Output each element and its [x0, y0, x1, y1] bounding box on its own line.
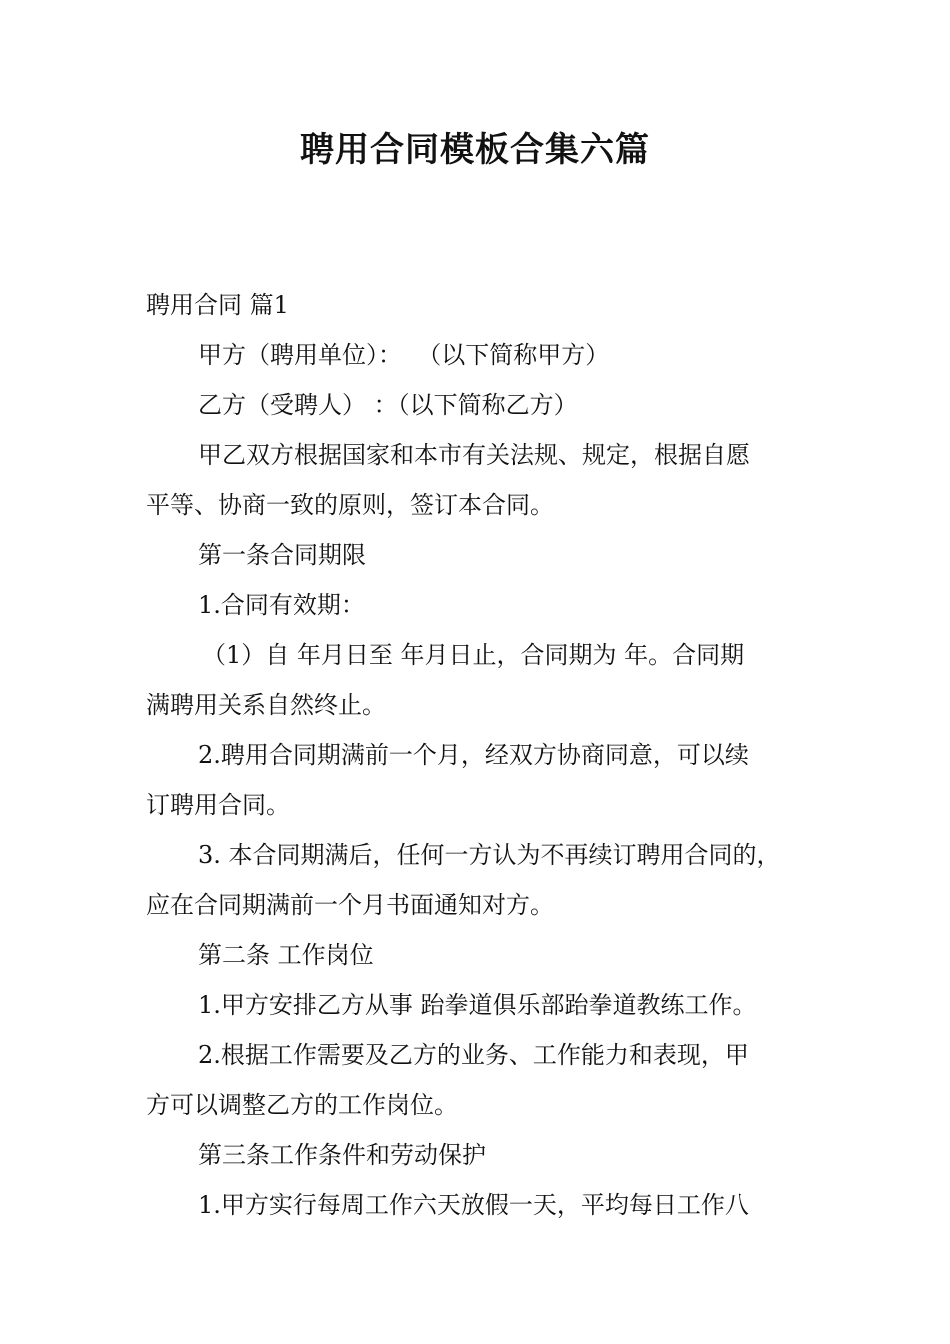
- clause-line: （1）自 年月日至 年月日止，合同期为 年。合同期: [202, 641, 745, 669]
- clause-line: 3. 本合同期满后，任何一方认为不再续订聘用合同的，: [198, 841, 781, 869]
- clause-line: 1.甲方实行每周工作六天放假一天，平均每日工作八: [198, 1191, 749, 1219]
- clause-line: 2.根据工作需要及乙方的业务、工作能力和表现，甲: [198, 1041, 749, 1069]
- clause-line: 1.甲方安排乙方从事 跆拳道俱乐部跆拳道教练工作。: [198, 991, 757, 1019]
- article-heading: 第三条工作条件和劳动保护: [198, 1141, 486, 1169]
- clause-line: 应在合同期满前一个月书面通知对方。: [146, 891, 554, 919]
- clause-line: 1.合同有效期：: [198, 591, 365, 619]
- paragraph-line: 平等、协商一致的原则，签订本合同。: [146, 491, 554, 519]
- clause-line: 方可以调整乙方的工作岗位。: [146, 1091, 458, 1119]
- clause-line: 订聘用合同。: [146, 791, 290, 819]
- clause-line: 2.聘用合同期满前一个月，经双方协商同意，可以续: [198, 741, 749, 769]
- clause-line: 满聘用关系自然终止。: [146, 691, 386, 719]
- paragraph-line: 甲乙双方根据国家和本市有关法规、规定，根据自愿: [198, 441, 750, 469]
- document-title: 聘用合同模板合集六篇: [300, 130, 650, 170]
- article-heading: 第一条合同期限: [198, 541, 366, 569]
- party-b-line: 乙方（受聘人） ：（以下简称乙方）: [198, 391, 578, 419]
- party-a-line: 甲方（聘用单位）： （以下简称甲方）: [198, 341, 610, 369]
- article-heading: 第二条 工作岗位: [198, 941, 374, 969]
- document-body: [146, 280, 808, 1230]
- section-heading: 聘用合同 篇1: [146, 291, 289, 319]
